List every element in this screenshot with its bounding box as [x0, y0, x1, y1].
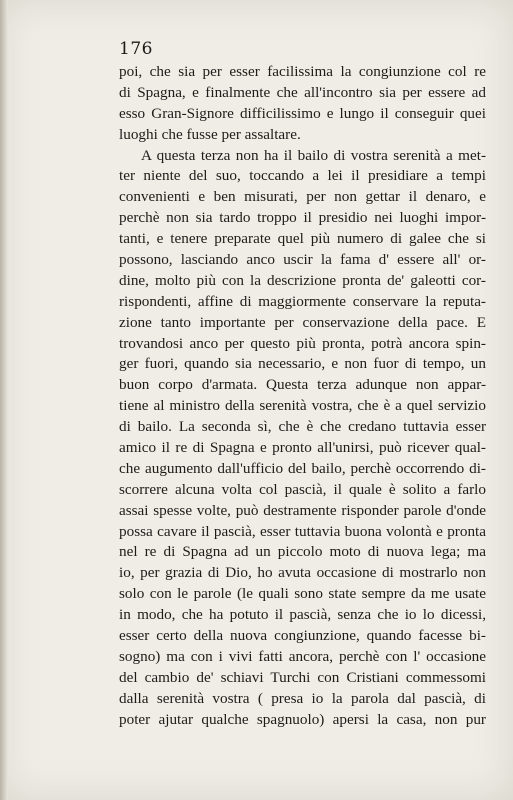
- text-line-21: scorrere alcuna volta col pascià, il quale è solito a farlo: [119, 480, 486, 498]
- text-line-15: ger fuori, quando sia necessario, e non fuor di tempo, un: [119, 355, 486, 373]
- text-line-2: di Spagna, e finalmente che all'incontro sia per essere ad: [119, 83, 486, 101]
- text-line-22: assai spesse volte, può destramente risponder parole d'onde: [119, 501, 486, 519]
- text-line-8: perchè non sia tardo troppo il presidio nei luoghi impor-: [119, 209, 486, 227]
- text-line-17: tiene al ministro della serenità vostra, che è a quel servizio: [119, 397, 486, 415]
- text-line-25: io, per grazia di Dio, ho avuta occasione di mostrarlo non: [119, 564, 486, 582]
- text-line-11: dine, molto più con la descrizione pronta de' galeotti cor-: [119, 271, 486, 289]
- text-line-24: nel re di Spagna ad un piccolo moto di nuova lega; ma: [119, 543, 486, 561]
- text-line-9: tanti, e tenere preparate quel più numero di galee che si: [119, 230, 486, 248]
- text-line-32: poter ajutar qualche spagnuolo) apersi la casa, non pur: [119, 710, 486, 728]
- text-line-12: rispondenti, affine di maggiormente conservare la reputa-: [119, 292, 486, 310]
- text-line-16: buon corpo d'armata. Questa terza adunque non appar-: [119, 376, 486, 394]
- text-line-4: luoghi che fusse per assaltare.: [119, 125, 301, 143]
- text-line-14: trovandosi anco per questo più pronta, potrà ancora spin-: [119, 334, 486, 352]
- text-line-20: che augumento dall'ufficio del bailo, perchè occorrendo di-: [119, 459, 486, 477]
- text-line-1: poi, che sia per esser facilissima la congiunzione col re: [119, 63, 486, 80]
- text-line-31: dalla serenità vostra ( presa io la parola dal pascià, di: [119, 689, 486, 707]
- text-line-19: amico il re di Spagna e pronto all'unirsi, può ricever qual-: [119, 439, 486, 457]
- text-line-23: possa cavare il pascià, esser tuttavia buona volontà e pronta: [119, 522, 486, 540]
- body-text: [119, 62, 486, 731]
- text-line-29: sogno) ma con i vivi fatti ancora, perchè con l' occasione: [119, 647, 486, 665]
- text-line-30: del cambio de' schiavi Turchi con Cristiani commessomi: [119, 668, 486, 686]
- text-line-28: esser certo della nuova congiunzione, quando facesse bi-: [119, 627, 486, 645]
- text-line-13: zione tanto importante per conservazione della pace. E: [119, 313, 486, 331]
- page-gutter: [0, 0, 8, 800]
- text-line-3: esso Gran-Signore difficilissimo e lungo il conseguir quei: [119, 104, 486, 122]
- text-line-27: in modo, che ha potuto il pascià, senza che io lo dicessi,: [119, 606, 486, 624]
- text-line-5: A questa terza non ha il bailo di vostra serenità a met-: [141, 146, 486, 164]
- page-number: 176: [119, 39, 153, 59]
- text-line-6: ter niente del suo, toccando a lei il presidiare a tempi: [119, 167, 486, 185]
- text-line-7: convenienti e ben misurati, per non gettar il denaro, e: [119, 188, 486, 206]
- text-line-18: di bailo. La seconda sì, che è che credano tuttavia esser: [119, 418, 486, 436]
- text-line-26: solo con le parole (le quali sono state sempre da me usate: [119, 585, 486, 603]
- text-line-10: possono, lasciando anco uscir la fama d' essere all' or-: [119, 251, 486, 269]
